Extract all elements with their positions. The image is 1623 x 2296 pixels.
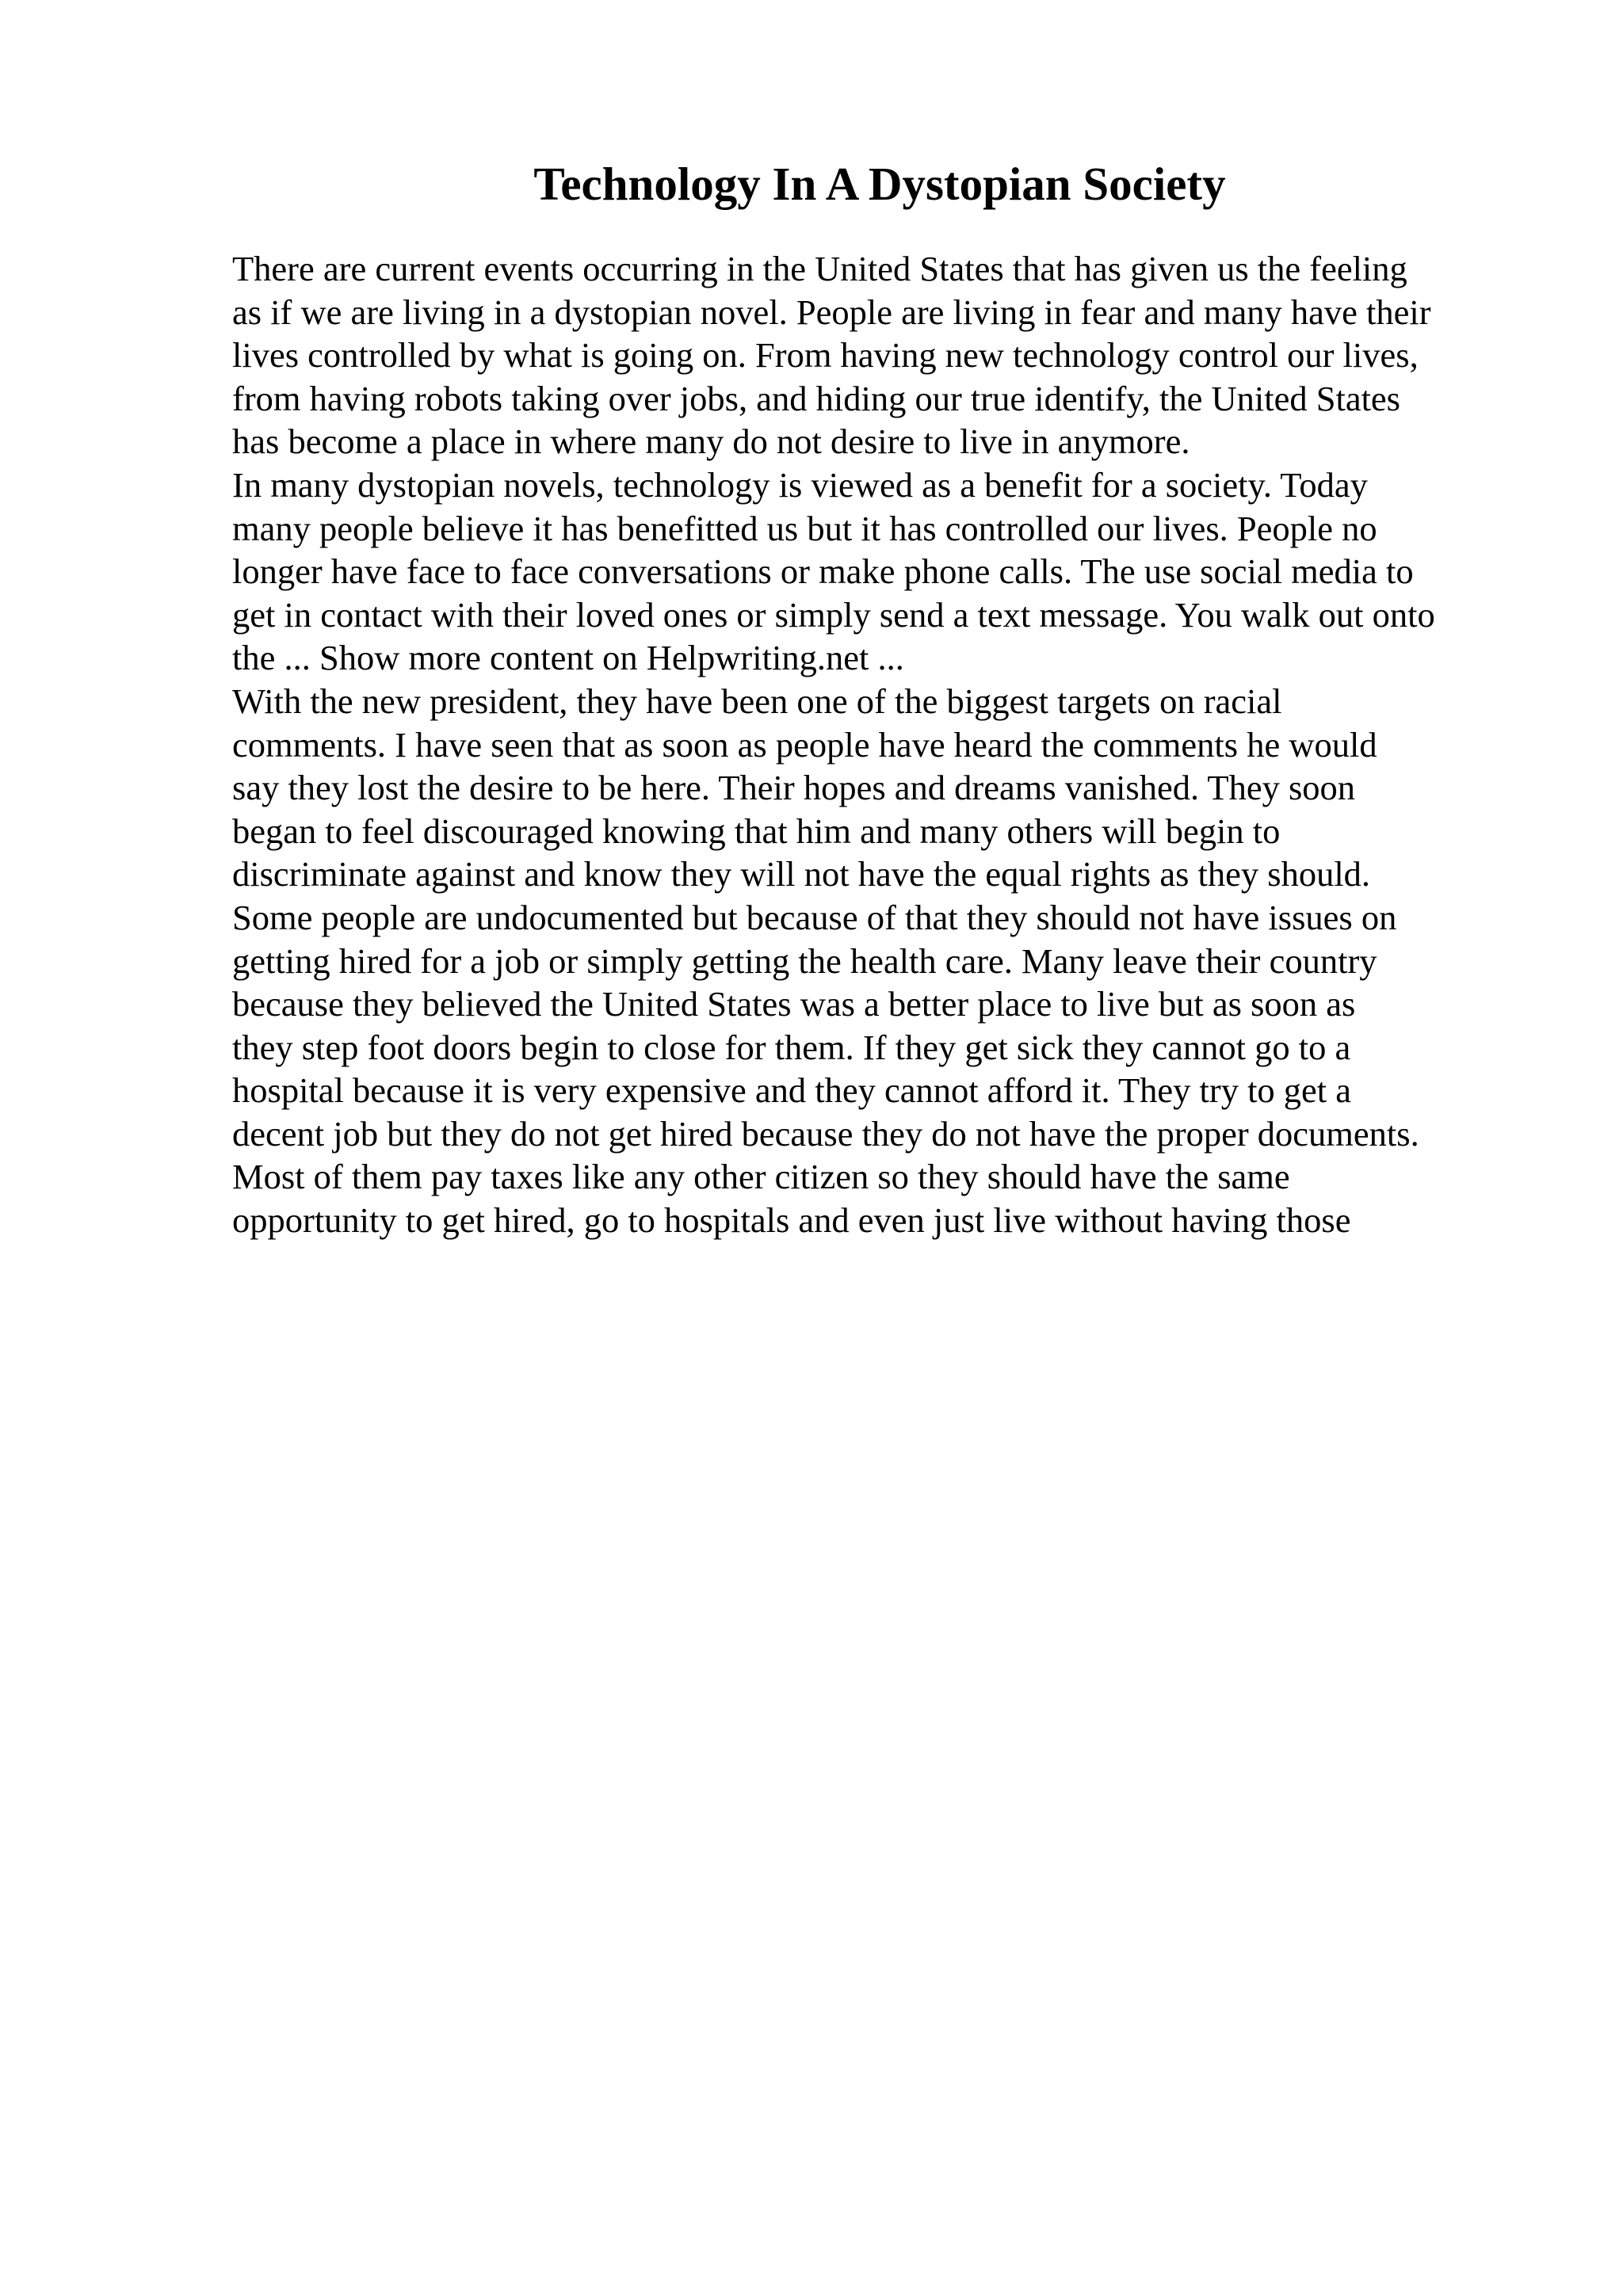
body-line: lives controlled by what is going on. From having new technology control our lives, (232, 335, 1419, 376)
body-line: as if we are living in a dystopian novel. People are living in fear and many have their (232, 292, 1431, 332)
body-line: Some people are undocumented but because of that they should not have issues on (232, 897, 1397, 937)
body-line: because they believed the United States was a better place to live but as soon as (232, 984, 1356, 1024)
body-line: began to feel discouraged knowing that him and many others will begin to (232, 810, 1281, 851)
body-line: opportunity to get hired, go to hospitals and even just live without having those (232, 1200, 1351, 1241)
body-line: hospital because it is very expensive and they cannot afford it. They try to get a (232, 1070, 1352, 1111)
body-line: discriminate against and know they will not have the equal rights as they should. (232, 854, 1371, 894)
body-line: Most of them pay taxes like any other citizen so they should have the same (232, 1157, 1290, 1197)
body-line: say they lost the desire to be here. Their hopes and dreams vanished. They soon (232, 768, 1356, 808)
body-line: longer have face to face conversations or make phone calls. The use social media to (232, 551, 1414, 592)
body-line: In many dystopian novels, technology is viewed as a benefit for a society. Today (232, 464, 1368, 505)
document-title: Technology In A Dystopian Society (533, 158, 1226, 210)
body-line: from having robots taking over jobs, and hiding our true identify, the United States (232, 378, 1400, 418)
body-line: comments. I have seen that as soon as people have heard the comments he would (232, 724, 1377, 765)
body-line: getting hired for a job or simply getting the health care. Many leave their country (232, 940, 1377, 981)
body-line: decent job but they do not get hired because they do not have the proper documents. (232, 1113, 1419, 1154)
body-line: they step foot doors begin to close for them. If they get sick they cannot go to a (232, 1027, 1351, 1067)
document-body (232, 247, 1623, 1242)
body-line: There are current events occurring in the United States that has given us the feeling (232, 249, 1407, 288)
body-line: has become a place in where many do not desire to live in anymore. (232, 421, 1190, 462)
body-line: get in contact with their loved ones or simply send a text message. You walk out onto (232, 594, 1435, 635)
show-more-line: the ... Show more content on Helpwriting.net ... (232, 638, 904, 678)
body-line: many people believe it has benefitted us but it has controlled our lives. People no (232, 508, 1377, 548)
body-line: With the new president, they have been one of the biggest targets on racial (232, 681, 1282, 721)
